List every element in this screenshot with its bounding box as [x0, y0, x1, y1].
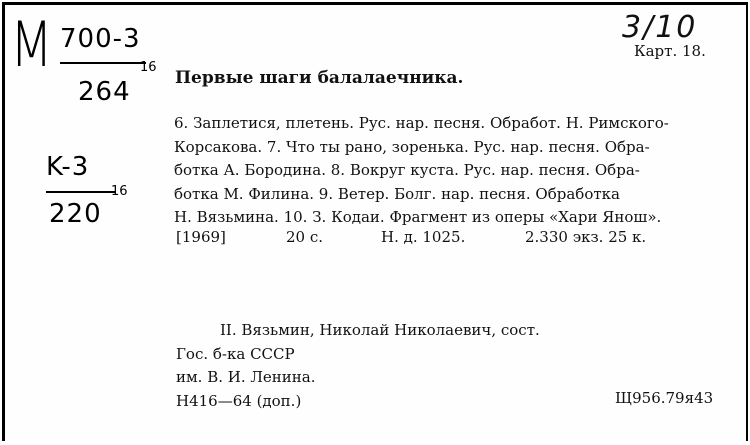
handwritten-shelf-top-2: K-3 — [46, 152, 90, 182]
page-count: 20 с. — [286, 228, 324, 246]
description-line: Н. Вязьмина. 10. З. Кодаи. Фрагмент из оперы «Хари Янош». — [174, 208, 662, 226]
library-block — [176, 319, 540, 413]
handwritten-superscript-1: 16 — [140, 60, 157, 75]
book-title: Первые шаги балалаечника. — [175, 68, 464, 88]
copies-and-price: 2.330 экз. 25 к. — [525, 228, 647, 246]
handwritten-letter: M — [10, 8, 52, 81]
description-line: ботка М. Филина. 9. Ветер. Болг. нар. песня. Обработка — [174, 184, 620, 203]
description-line: 6. Заплетися, плетень. Рус. нар. песня. Обработ. Н. Римского- — [174, 114, 669, 132]
handwritten-shelf-bottom-2: 220 — [49, 199, 102, 229]
order-code: Н416—64 (доп.) — [176, 391, 302, 410]
compiler-entry: II. Вязьмин, Николай Николаевич, сост. — [220, 321, 540, 339]
handwritten-superscript-2: 16 — [111, 184, 128, 199]
library-name: Гос. б-ка СССР — [176, 344, 295, 363]
card-left-edge — [2, 2, 5, 441]
handwritten-fraction-line-2 — [46, 191, 116, 193]
imprint-line — [176, 228, 646, 246]
card-top-edge — [2, 2, 748, 5]
card-right-edge — [746, 2, 748, 441]
contents-description — [174, 112, 718, 230]
description-line: Корсакова. 7. Что ты рано, зоренька. Рус. нар. песня. Обра- — [174, 137, 650, 156]
price-note: Н. д. 1025. — [381, 228, 466, 246]
publication-year: [1969] — [176, 228, 226, 246]
handwritten-shelf-bottom-1: 264 — [78, 77, 131, 107]
handwritten-fraction-line-1 — [60, 62, 146, 64]
call-number: Щ956.79я43 — [615, 389, 714, 407]
library-name-2: им. В. И. Ленина. — [176, 368, 316, 386]
handwritten-shelf-top-1: 700-3 — [60, 24, 141, 54]
description-line: ботка А. Бородина. 8. Вокруг куста. Рус. нар. песня. Обра- — [174, 161, 640, 179]
card-number: Карт. 18. — [634, 42, 706, 60]
handwritten-corner-number: 3/10 — [622, 10, 698, 45]
catalog-card — [2, 2, 748, 441]
